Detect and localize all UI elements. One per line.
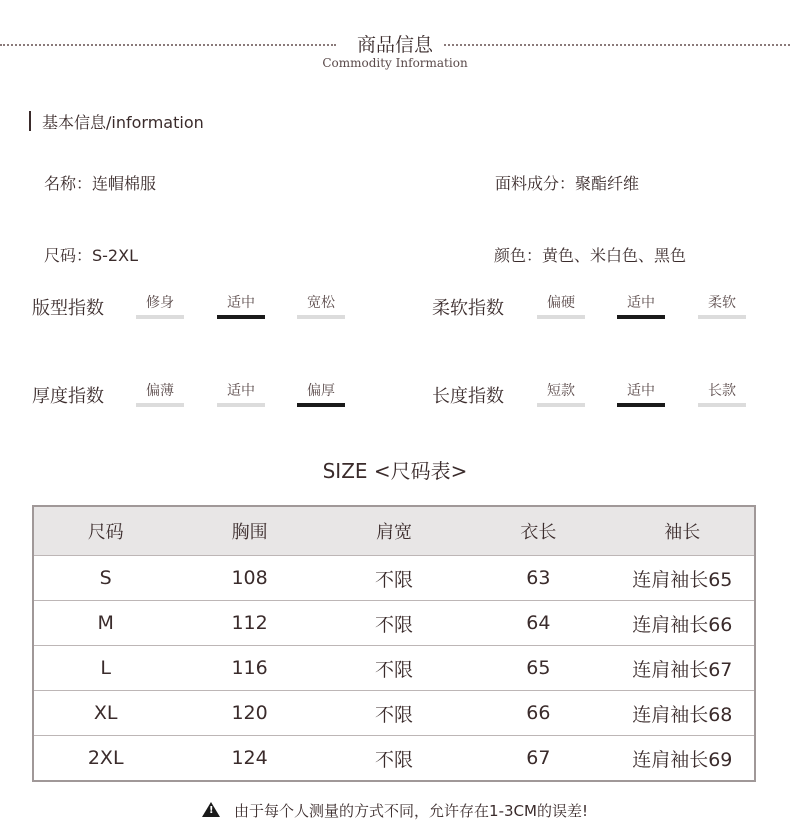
table-cell: 2XL [33,736,177,782]
info-color: 颜色：黄色、米白色、黑色 [494,246,687,265]
size-table-header-cell: 尺码 [33,506,177,556]
fit-index-bar [297,315,345,319]
table-cell: 不限 [322,736,466,782]
softness-index-option: 偏硬 [547,295,575,311]
info-name: 名称：连帽棉服 [44,174,157,193]
softness-index-bar [698,315,746,319]
thickness-index-label: 厚度指数 [32,386,104,407]
fit-index-option: 适中 [227,295,255,311]
size-table-header-cell: 肩宽 [322,506,466,556]
thickness-index-bar [136,403,184,407]
size-table-header-cell: 衣长 [466,506,610,556]
size-table-header-cell: 胸围 [177,506,321,556]
thickness-index-bar [217,403,265,407]
fit-index-selected-bar [217,315,265,319]
softness-index-bar [537,315,585,319]
fit-index-label: 版型指数 [32,298,104,319]
size-table-header-cell: 袖长 [611,506,755,556]
table-cell: 连肩袖长66 [611,601,755,646]
info-fabric: 面料成分：聚酯纤维 [495,174,640,193]
fit-index-option: 宽松 [307,295,335,311]
section-title-cn: 基本信息 [42,113,107,132]
softness-index-option: 柔软 [708,295,736,311]
length-index-option: 短款 [547,383,575,399]
table-cell: 120 [177,691,321,736]
section-marker [29,111,31,131]
fit-index-bar [136,315,184,319]
thickness-index-selected-bar [297,403,345,407]
table-cell: 63 [466,556,610,601]
size-table-header [33,506,755,556]
measure-note [0,800,790,821]
fit-index-option: 修身 [146,295,174,311]
table-cell: 64 [466,601,610,646]
table-cell: 不限 [322,646,466,691]
table-row [33,646,755,691]
table-cell: M [33,601,177,646]
table-cell: 连肩袖长69 [611,736,755,782]
softness-index-label: 柔软指数 [432,298,504,319]
length-index-bar [537,403,585,407]
table-cell: 66 [466,691,610,736]
header-title: 商品信息 [356,34,433,56]
table-cell: 不限 [322,601,466,646]
table-cell: XL [33,691,177,736]
table-cell: 连肩袖长65 [611,556,755,601]
length-index-option: 长款 [708,383,736,399]
table-cell: 116 [177,646,321,691]
size-table-title: SIZE <尺码表> [322,459,468,483]
length-index-selected-bar [617,403,665,407]
table-cell: 124 [177,736,321,782]
thickness-index-option: 偏薄 [146,383,174,399]
size-table-body [33,556,755,782]
size-table [32,505,756,782]
thickness-index-option: 适中 [227,383,255,399]
table-row [33,691,755,736]
softness-index-selected-bar [617,315,665,319]
length-index-label: 长度指数 [432,386,504,407]
length-index-option: 适中 [627,383,655,399]
section-title [42,110,204,133]
info-size: 尺码：S-2XL [44,246,138,265]
table-cell: 不限 [322,556,466,601]
table-row [33,736,755,782]
section-title-en: /information [106,113,204,132]
table-cell: 67 [466,736,610,782]
softness-index-option: 适中 [627,295,655,311]
table-row [33,556,755,601]
thickness-index-option: 偏厚 [307,383,335,399]
table-row [33,601,755,646]
table-cell: 连肩袖长67 [611,646,755,691]
table-cell: S [33,556,177,601]
table-cell: 108 [177,556,321,601]
table-cell: 65 [466,646,610,691]
measure-note-text: 由于每个人测量的方式不同，允许存在1-3CM的误差! [234,802,588,820]
table-cell: 112 [177,601,321,646]
length-index-bar [698,403,746,407]
warning-icon [202,802,220,817]
table-cell: 不限 [322,691,466,736]
header-subtitle: Commodity Information [322,56,468,70]
table-cell: L [33,646,177,691]
table-cell: 连肩袖长68 [611,691,755,736]
